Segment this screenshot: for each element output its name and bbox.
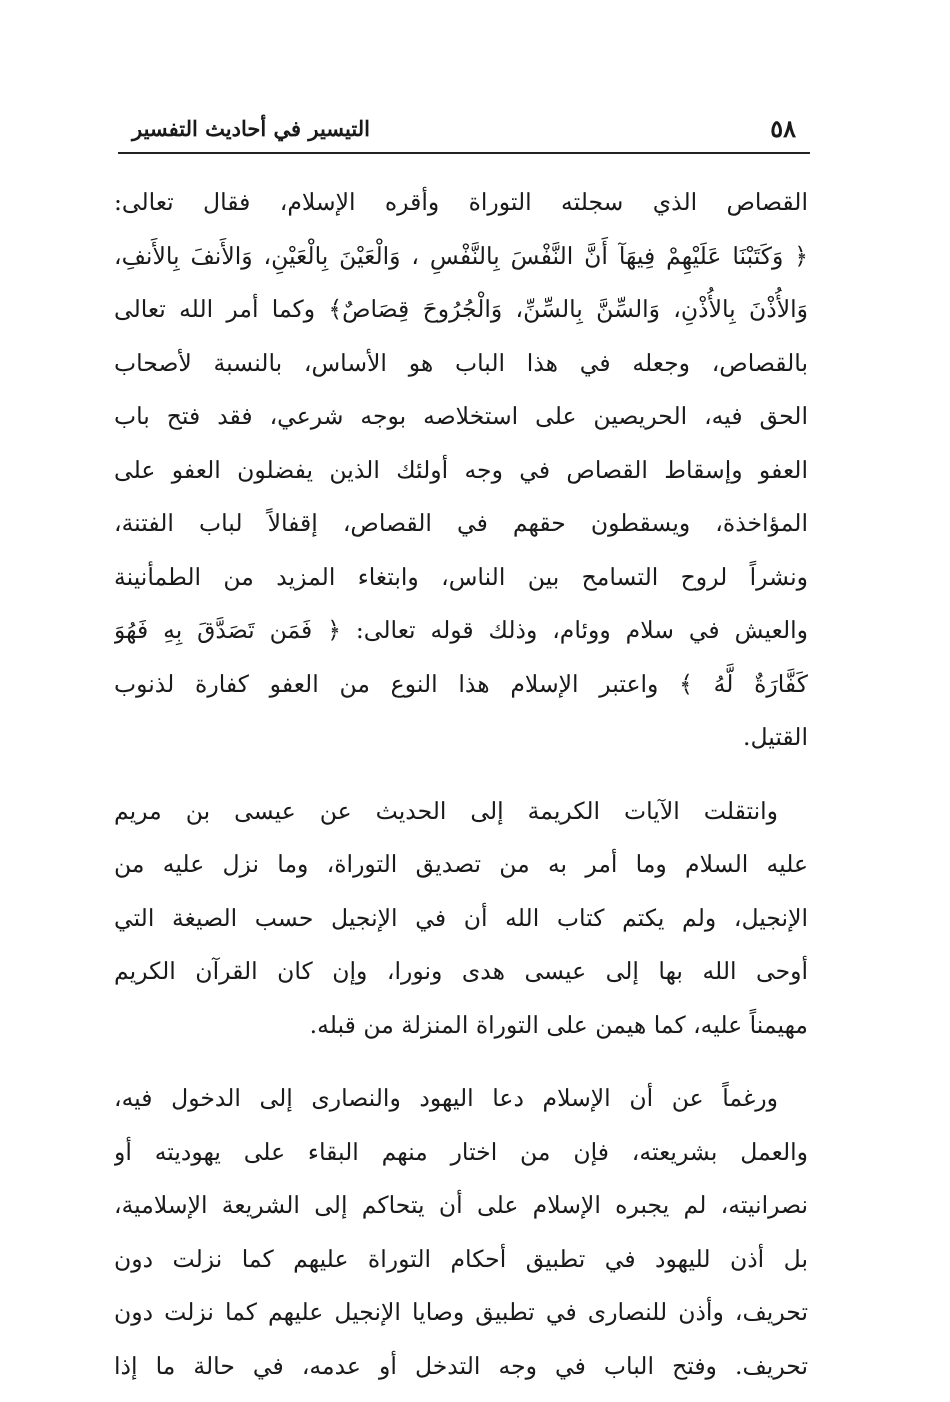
text-line: ونشراً لروح التسامح بين الناس، وابتغاء المزيد من الطمأنينة bbox=[114, 562, 808, 591]
text-line: كَفَّارَةٌ لَّهُ ﴾ واعتبر الإسلام هذا النوع من العفو كفارة لذنوب bbox=[114, 669, 808, 698]
text-line: وانتقلت الآيات الكريمة إلى الحديث عن عيسى بن مريم bbox=[114, 796, 778, 825]
text-line: عليه السلام وما أمر به من تصديق التوراة، وما نزل عليه من bbox=[114, 850, 808, 878]
paragraph-gap bbox=[114, 765, 808, 785]
text-line: مهيمناً عليه، كما هيمن على التوراة المنزلة من قبله. bbox=[309, 1010, 808, 1039]
text-line: بل أذن لليهود في تطبيق أحكام التوراة عليهم كما نزلت دون bbox=[114, 1244, 808, 1273]
page-number: ٥٨ bbox=[770, 114, 796, 143]
text-line: والعمل بشريعته، فإن من اختار منهم البقاء على يهوديته أو bbox=[114, 1137, 808, 1166]
text-line: تحريف. وفتح الباب في وجه التدخل أو عدمه، في حالة ما إذا bbox=[114, 1351, 808, 1380]
paragraph-1 bbox=[114, 176, 808, 765]
paragraph-3 bbox=[114, 1072, 808, 1393]
page-header bbox=[118, 110, 810, 154]
text-line: ورغماً عن أن الإسلام دعا اليهود والنصارى إلى الدخول فيه، bbox=[114, 1084, 778, 1112]
paragraph-2 bbox=[114, 785, 808, 1053]
text-line: الإنجيل، ولم يكتم كتاب الله أن في الإنجيل حسب الصيغة التي bbox=[114, 903, 808, 932]
paragraph-gap bbox=[114, 1052, 808, 1072]
body-text bbox=[114, 176, 808, 1393]
text-line: القتيل. bbox=[742, 723, 808, 751]
text-line: والعيش في سلام ووئام، وذلك قوله تعالى: ﴿ فَمَن تَصَدَّقَ بِهِ فَهُوَ bbox=[114, 616, 808, 644]
text-line: وَالأُذْنَ بِالأُذْنِ، وَالسِّنَّ بِالسِّنِّ، وَالْجُرُوحَ قِصَاصٌ﴾ وكما أمر الله تعالى bbox=[114, 295, 808, 323]
text-line: أوحى الله بها إلى عيسى هدى ونورا، وإن كان القرآن الكريم bbox=[114, 957, 808, 985]
text-line: ﴿ وَكَتَبْنَا عَلَيْهِمْ فِيهَآ أَنَّ النَّفْسَ بِالنَّفْسِ ، وَالْعَيْنَ بِالْعَيْنِ، وَالأَنفَ بِالأَنفِ، bbox=[114, 241, 808, 270]
header-divider bbox=[118, 152, 810, 154]
text-line: القصاص الذي سجلته التوراة وأقره الإسلام، فقال تعالى: bbox=[114, 188, 808, 216]
text-line: نصرانيته، لم يجبره الإسلام على أن يتحاكم إلى الشريعة الإسلامية، bbox=[114, 1191, 808, 1219]
text-line: المؤاخذة، ويسقطون حقهم في القصاص، إقفالاً لباب الفتنة، bbox=[114, 509, 808, 537]
text-line: تحريف، وأذن للنصارى في تطبيق وصايا الإنجيل عليهم كما نزلت دون bbox=[114, 1298, 808, 1326]
text-line: بالقصاص، وجعله في هذا الباب هو الأساس، بالنسبة لأصحاب bbox=[114, 348, 808, 377]
text-line: العفو وإسقاط القصاص في وجه أولئك الذين يفضلون العفو على bbox=[114, 455, 808, 484]
text-line: الحق فيه، الحريصين على استخلاصه بوجه شرعي، فقد فتح باب bbox=[114, 402, 808, 430]
running-title: التيسير في أحاديث التفسير bbox=[132, 116, 370, 141]
